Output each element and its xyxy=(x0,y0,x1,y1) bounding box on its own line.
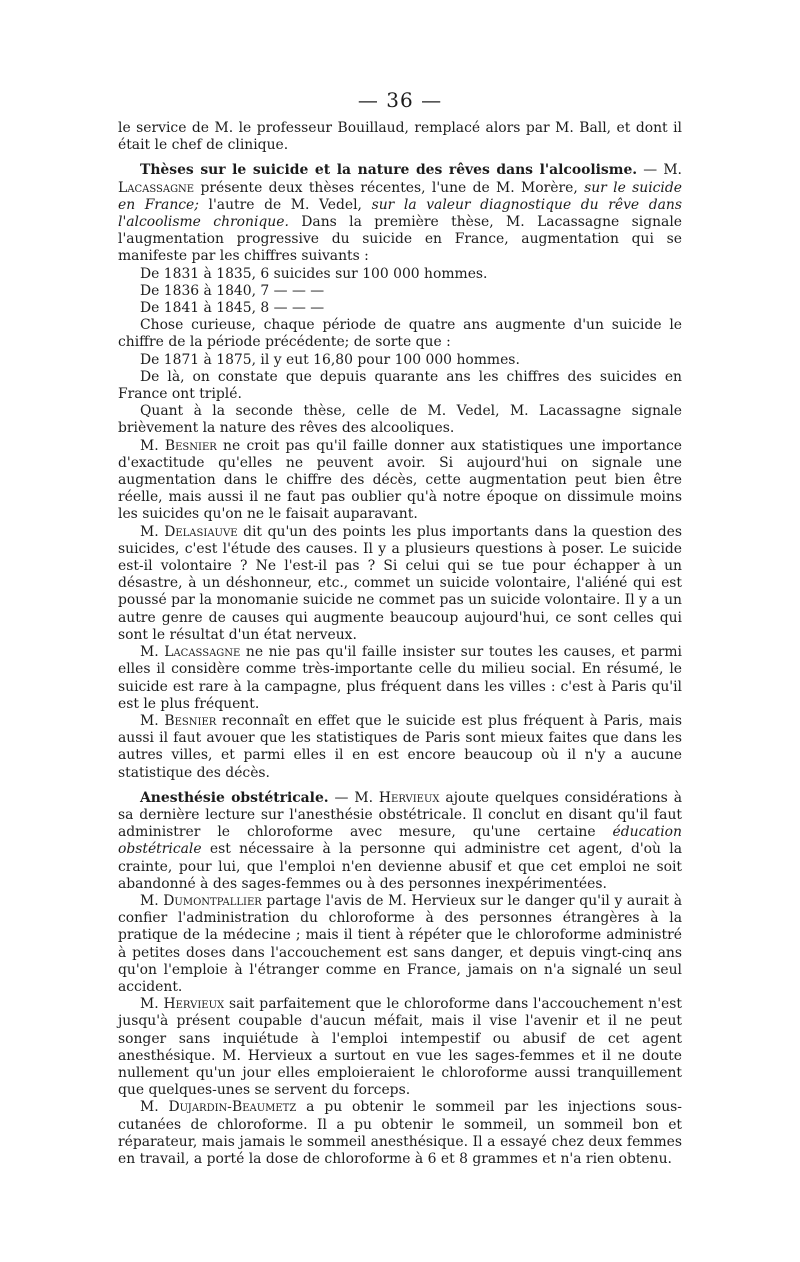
paragraph: De 1871 à 1875, il y eut 16,80 pour 100 000 hommes. xyxy=(140,351,520,368)
text: ne croit pas qu'il faille donner aux statistiques une importance d'exactitude qu'elles ne peuvent avoir. Si aujourd'hui on signale une augmentation dans le chiffre des décès, cette augmentation peut bien être réelle, mais aussi il ne faut pas oublier qu'à notre époque on dissimule moins les suicides qu'on ne le faisait auparavant. xyxy=(118,437,682,523)
paragraph xyxy=(118,893,682,996)
section-suicide xyxy=(118,162,682,265)
text: M. xyxy=(140,644,165,661)
statistics-line: De 1831 à 1835, 6 suicides sur 100 000 hommes. xyxy=(140,265,488,282)
thesis-title: sur le suicide en France; xyxy=(118,179,682,213)
statistics-line: De 1841 à 1845, 8 — — — xyxy=(140,300,325,317)
speaker-name: Besnier xyxy=(164,437,217,454)
text: reconnaît en effet que le suicide est plus fréquent à Paris, mais aussi il faut avouer que les statistiques de Paris sont mieux faites que dans les autres villes, et parmi elles il en est encore beaucoup où il n'y a aucune statistique des décès. xyxy=(118,712,682,781)
text: M. xyxy=(140,892,164,909)
thesis-title: sur la valeur diagnostique du rêve dans l'alcoolisme chronique. xyxy=(118,196,682,231)
italic-term: éducation obstétricale xyxy=(118,824,682,858)
text: M. xyxy=(140,996,164,1013)
text: partage l'avis de M. Hervieux sur le danger qu'il y aurait à confier l'administration du chloroforme à des personnes étrangères à la pratique de la médecine ; mais il tient à répéter que le chloroforme administré à petites doses dans l'accouchement est sans danger, et depuis vingt-cinq ans qu'on l'emploie à l'étranger comme en France, jamais on n'a signalé un seul accident. xyxy=(118,892,682,995)
speaker-name: Hervieux xyxy=(163,996,225,1013)
author-name: Lacassagne xyxy=(118,179,195,196)
paragraph xyxy=(118,713,682,782)
section-title: Thèses sur le suicide et la nature des rêves dans l'alcoolisme. xyxy=(140,162,638,179)
paragraph xyxy=(118,644,682,713)
page-body xyxy=(118,120,682,1168)
statistics-line: De 1836 à 1840, 7 — — — xyxy=(140,282,325,299)
paragraph xyxy=(118,438,682,524)
speaker-name: Hervieux xyxy=(378,789,440,806)
text: — M. xyxy=(328,789,379,806)
paragraph: De là, on constate que depuis quarante ans les chiffres des suicides en France ont triplé. xyxy=(118,368,682,403)
text: a pu obtenir le sommeil par les injections sous-cutanées de chloroforme. Il a pu obtenir le sommeil, un sommeil bon et réparateur, mais jamais le sommeil anesthésique. Il a essayé chez deux femmes en travail, a porté la dose de chloroforme à 6 et 8 grammes et n'a rien obtenu. xyxy=(118,1099,682,1167)
paragraph: Quant à la seconde thèse, celle de M. Vedel, M. Lacassagne signale brièvement la nature des rêves des alcooliques. xyxy=(118,403,682,437)
text: est nécessaire à la personne qui administre cet agent, d'où la crainte, pour lui, que l'emploi n'en devienne abusif et que cet emploi ne soit abandonné à des sages-femmes ou à des personnes inexpérimentées. xyxy=(118,841,682,892)
speaker-name: Delasiauve xyxy=(164,523,238,540)
text: M. xyxy=(140,437,165,454)
section-anesthesia xyxy=(118,790,682,893)
paragraph xyxy=(118,524,682,644)
section-title: Anesthésie obstétricale. xyxy=(140,789,329,806)
text: M. xyxy=(140,523,165,540)
speaker-name: Dumontpallier xyxy=(163,892,262,909)
text: M. xyxy=(140,1099,169,1116)
paragraph xyxy=(118,1099,682,1168)
text: l'autre de M. Vedel, xyxy=(198,196,372,213)
speaker-name: Dujardin-Beaumetz xyxy=(168,1099,297,1116)
page-number: — 36 — xyxy=(357,88,443,112)
text: présente deux thèses récentes, l'une de M. Morère, xyxy=(194,179,585,196)
text: dit qu'un des points les plus importants dans la question des suicides, c'est l'étude des causes. Il y a plusieurs questions à poser. Le suicide est-il volontaire ? Ne l'est-il pas ? Si celui qui se tue pour échapper à un désastre, à un déshonneur, etc., commet un suicide volontaire, l'aliéné qui est poussé par la monomanie suicide ne commet pas un suicide volontaire. Il y a un autre genre de causes qui augmente beaucoup aujourd'hui, ce sont celles qui sont le résultat d'un état nerveux. xyxy=(118,523,682,643)
text: M. xyxy=(140,712,165,729)
text: ne nie pas qu'il faille insister sur toutes les causes, et parmi elles il considère comme très-importante celle du milieu social. En résumé, le suicide est rare à la campagne, plus fréquent dans les villes : c'est à Paris qu'il est le plus fréquent. xyxy=(118,644,682,712)
text: Dans la première thèse, M. Lacassagne signale l'augmentation progressive du suicide en France, augmentation qui se manifeste par les chiffres suivants : xyxy=(118,214,682,265)
statistics-list xyxy=(118,266,682,318)
speaker-name: Besnier xyxy=(164,712,217,729)
text: — M. xyxy=(637,162,682,179)
paragraph: le service de M. le professeur Bouillaud, remplacé alors par M. Ball, et dont il était le chef de clinique. xyxy=(118,120,682,154)
text: ajoute quelques considérations à sa dernière lecture sur l'anesthésie obstétricale. Il conclut en disant qu'il faut administrer le chloroforme avec mesure, qu'une certaine xyxy=(118,789,682,841)
text: sait parfaitement que le chloroforme dans l'accouchement n'est jusqu'à présent coupable d'aucun méfait, mais il vise l'avenir et il ne peut songer sans inquiétude à l'emploi intempestif ou abusif de cet agent anesthésique. M. Hervieux a surtout en vue les sages-femmes et il ne doute nullement qu'un jour elles emploieraient le chloroforme aussi tranquillement que quelques-unes se servent du forceps. xyxy=(118,996,682,1099)
paragraph xyxy=(118,996,682,1099)
paragraph: Chose curieuse, chaque période de quatre ans augmente d'un suicide le chiffre de la période précédente; de sorte que : xyxy=(118,317,682,351)
speaker-name: Lacassagne xyxy=(164,644,241,661)
